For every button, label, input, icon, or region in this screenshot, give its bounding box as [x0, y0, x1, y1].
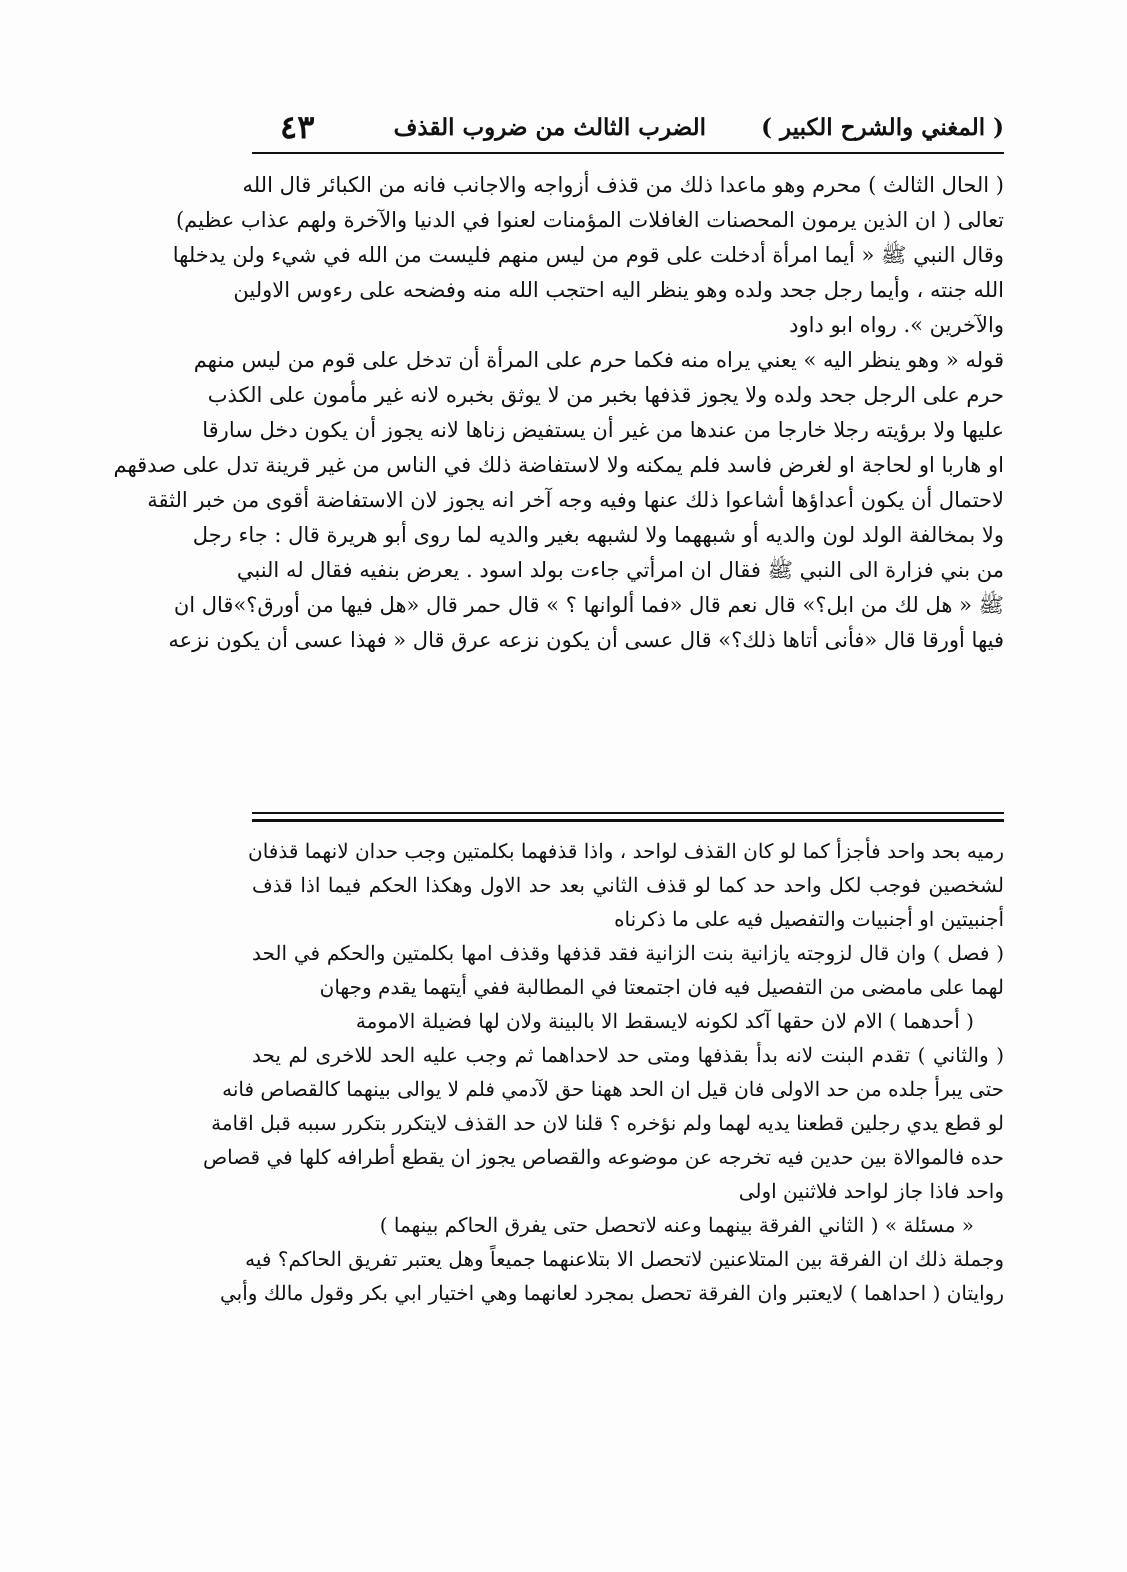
main-line: عليها ولا برؤيته رجلا خارجا من عندها من غير أن يستفيض زناها لانه يجوز أن يكون دخل سارقا: [202, 418, 1004, 442]
note-text-block: [202, 834, 1004, 1474]
note-line: حتى يبرأ جلده من حد الاولى فان قيل ان الحد ههنا حق لآدمي فلم لا يوالى بينهما كالقصاص فانه: [222, 1077, 1004, 1101]
note-line: حده فالموالاة بين حدين فيه تخرجه عن موضوعه والقصاص يجوز ان يقطع أطرافه كلها في قصاص: [202, 1145, 1004, 1169]
note-line: لشخصين فوجب لكل واحد حد كما لو قذف الثاني بعد حد الاول وهكذا الحكم فيما اذا قذف: [252, 873, 1004, 897]
note-line: واحد فاذا جاز لواحد فلاثنين اولى: [738, 1179, 1004, 1203]
main-line: الله جنته ، وأيما رجل جحد ولده وهو ينظر اليه احتجب الله منه وفضحه على رءوس الاولين: [233, 278, 1004, 302]
section-title: الضرب الثالث من ضروب القذف: [393, 114, 706, 141]
main-line: والآخرين ». رواه ابو داود: [789, 313, 1004, 337]
note-line: وجملة ذلك ان الفرقة بين المتلاعنين لاتحصل الا بتلاعنهما جميعاً وهل يعتبر تفريق الحاكم؟ فيه: [245, 1247, 1004, 1271]
note-line: ( والثاني ) تقدم البنت لانه بدأ بقذفها ومتى حد لاحداهما ثم وجب عليه الحد للاخرى لم يحد: [252, 1043, 1004, 1067]
page-number: ٤٣: [280, 108, 315, 146]
main-line: حرم على الرجل جحد ولده ولا يجوز قذفها بخبر من لا يوثق بخبره لانه غير مأمون على الكذب: [207, 383, 1004, 407]
main-line: او هاربا او لحاجة او لغرض فاسد فلم يمكنه ولا لاستفاضة ذلك في الناس من غير قرينة تدل على صدقهم: [113, 453, 1004, 477]
note-line: لهما على مامضى من التفصيل فيه فان اجتمعتا في المطالبة ففي أيتهما يقدم وجهان: [319, 975, 1004, 999]
main-line: ( الحال الثالث ) محرم وهو ماعدا ذلك من قذف أزواجه والاجانب فانه من الكبائر قال الله: [242, 173, 1004, 197]
main-line: فيها أورقا قال «فأنى أتاها ذلك؟» قال عسى أن يكون نزعه عرق قال « فهذا عسى أن يكون نزعه: [168, 628, 1004, 652]
main-line: قوله « وهو ينظر اليه » يعني يراه منه فكما حرم على المرأة أن تدخل على قوم من ليس منهم: [193, 348, 1004, 372]
main-line: ﷺ « هل لك من ابل؟» قال نعم قال «فما ألوانها ؟ » قال حمر قال «هل فيها من أورق؟»قال ان: [173, 593, 1004, 617]
note-line: روايتان ( احداهما ) لايعتبر وان الفرقة تحصل بمجرد لعانهما وهي اختيار ابي بكر وقول مالك وأبي: [219, 1281, 1004, 1305]
note-line: ( أحدهما ) الام لان حقها آكد لكونه لايسقط الا بالبينة ولان لها فضيلة الامومة: [355, 1009, 974, 1033]
header-rule: [252, 152, 1004, 154]
main-line: وقال النبي ﷺ « أيما امرأة أدخلت على قوم من ليس منهم فليست من الله في شيء ولن يدخلها: [172, 243, 1004, 267]
main-line: من بني فزارة الى النبي ﷺ فقال ان امرأتي جاءت بولد اسود . يعرض بنفيه فقال له النبي: [236, 558, 1004, 582]
note-line: « مسئلة » ( الثاني الفرقة بينهما وعنه لاتحصل حتى يفرق الحاكم بينهما ): [379, 1213, 974, 1237]
main-line: لاحتمال أن يكون أعداؤها أشاعوا ذلك عنها وفيه وجه آخر انه يجوز لان الاستفاضة أقوى من خبر الثقة: [147, 488, 1004, 512]
main-text-block: [113, 168, 1004, 808]
note-line: لو قطع يدي رجلين قطعنا يديه لهما ولم نؤخره ؟ قلنا لان حد القذف لايتكرر بتكرر سببه قبل اقامة: [211, 1111, 1004, 1135]
separator-rule-thin: [252, 812, 1004, 814]
book-title: ( المغني والشرح الكبير ): [761, 114, 1004, 141]
note-line: ( فصل ) وان قال لزوجته يازانية بنت الزانية فقد قذفها وقذف امها بكلمتين والحكم في الحد: [252, 941, 1004, 965]
main-line: ولا بمخالفة الولد لون والديه أو شبههما ولا لشبهه بغير والديه لما روى أبو هريرة قال : جاء رجل: [192, 523, 1004, 547]
page-header: [252, 106, 1004, 152]
note-line: أجنبيتين او أجنبيات والتفصيل فيه على ما ذكرناه: [614, 907, 1004, 931]
note-line: رميه بحد واحد فأجزأ كما لو كان القذف لواحد ، واذا قذفهما بكلمتين وجب حدان لانهما قذفان: [248, 839, 1004, 863]
separator-rule-thick: [252, 819, 1004, 822]
main-line: تعالى ( ان الذين يرمون المحصنات الغافلات المؤمنات لعنوا في الدنيا والآخرة ولهم عذاب عظيم): [175, 208, 1004, 232]
